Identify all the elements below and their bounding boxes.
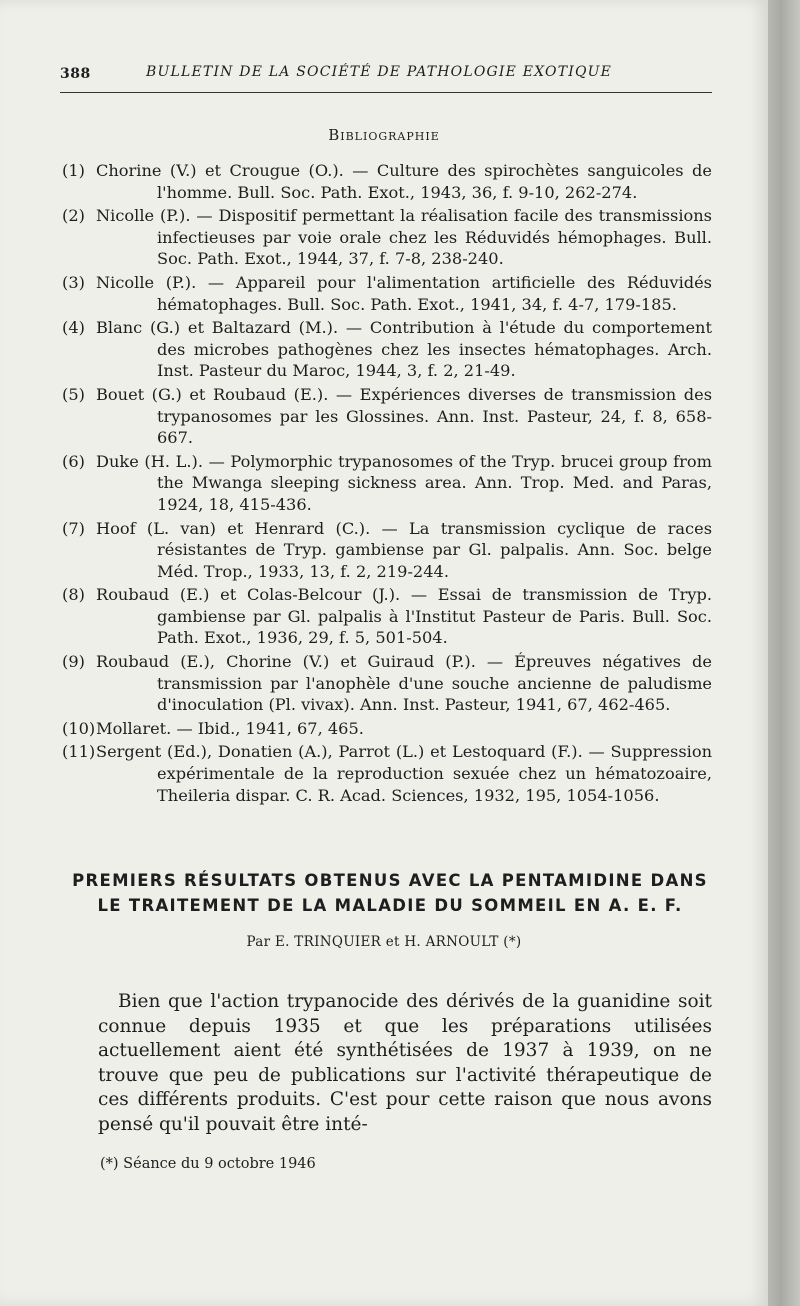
reference-item bbox=[62, 384, 712, 449]
reference-item bbox=[62, 741, 712, 806]
running-head bbox=[60, 62, 710, 88]
reference-number: (4) bbox=[62, 318, 85, 338]
reference-item bbox=[62, 651, 712, 716]
journal-title: BULLETIN DE LA SOCIÉTÉ DE PATHOLOGIE EXOTIQUE bbox=[146, 64, 613, 80]
reference-number: (3) bbox=[62, 272, 85, 292]
reference-item bbox=[62, 718, 712, 740]
reference-text: Duke (H. L.). — Polymorphic trypanosomes of the Tryp. brucei group from the Mwanga sleeping sickness area. Ann. Trop. Med. and Paras, 1924, 18, 415-436. bbox=[96, 451, 712, 514]
reference-number: (9) bbox=[62, 652, 85, 672]
reference-text: Sergent (Ed.), Donatien (A.), Parrot (L.) et Lestoquard (F.). — Suppression expérimentale de la reproduction sexuée chez un hématozoaire, Theileria dispar. C. R. Acad. Sciences, 1932, 195, 1054-1056. bbox=[96, 742, 712, 805]
reference-text: Roubaud (E.) et Colas-Belcour (J.). — Essai de transmission de Tryp. gambiense par Gl. palpalis à l'Institut Pasteur de Paris. Bull. Soc. Path. Exot., 1936, 29, f. 5, 501-504. bbox=[96, 585, 712, 648]
reference-number: (8) bbox=[62, 585, 85, 605]
reference-number: (6) bbox=[62, 451, 85, 471]
reference-text: Hoof (L. van) et Henrard (C.). — La transmission cyclique de races résistantes de Tryp. gambiense par Gl. palpalis. Ann. Soc. belge Méd. Trop., 1933, 13, f. 2, 219-244. bbox=[96, 518, 712, 581]
reference-text: Roubaud (E.), Chorine (V.) et Guiraud (P.). — Épreuves négatives de transmission par l'anophèle d'une souche ancienne de paludisme d'inoculation (Pl. vivax). Ann. Inst. Pasteur, 1941, 67, 462-465. bbox=[96, 652, 712, 715]
reference-item bbox=[62, 451, 712, 516]
reference-list bbox=[62, 160, 712, 808]
reference-item bbox=[62, 205, 712, 270]
reference-text: Chorine (V.) et Crougue (O.). — Culture des spirochètes sanguicoles de l'homme. Bull. Soc. Path. Exot., 1943, 36, f. 9-10, 262-274. bbox=[96, 161, 712, 202]
article-authors: Par E. TRINQUIER et H. ARNOULT (*) bbox=[246, 934, 522, 950]
bibliography-heading: Bibliographie bbox=[328, 126, 440, 144]
reference-item bbox=[62, 272, 712, 315]
reference-item bbox=[62, 317, 712, 382]
article-title: PREMIERS RÉSULTATS OBTENUS AVEC LA PENTAMIDINE DANS LE TRAITEMENT DE LA MALADIE DU SOMMEIL EN A. E. F. bbox=[72, 871, 708, 915]
reference-text: Nicolle (P.). — Dispositif permettant la réalisation facile des transmissions infectieuses par voie orale chez les Réduvidés hémophages. Bull. Soc. Path. Exot., 1944, 37, f. 7-8, 238-240. bbox=[96, 206, 712, 269]
reference-text: Bouet (G.) et Roubaud (E.). — Expériences diverses de transmission des trypanosomes par les Glossines. Ann. Inst. Pasteur, 24, f. 8, 658-667. bbox=[96, 384, 712, 448]
reference-item bbox=[62, 584, 712, 649]
footnote: (*) Séance du 9 octobre 1946 bbox=[100, 1156, 316, 1172]
reference-text: Mollaret. — Ibid., 1941, 67, 465. bbox=[96, 718, 364, 738]
reference-text: Nicolle (P.). — Appareil pour l'alimentation artificielle des Réduvidés hématophages. Bull. Soc. Path. Exot., 1941, 34, f. 4-7, 179-185. bbox=[96, 272, 712, 314]
reference-item bbox=[62, 160, 712, 203]
reference-number: (10) bbox=[62, 718, 96, 738]
page-number: 388 bbox=[60, 66, 91, 82]
reference-number: (7) bbox=[62, 518, 85, 538]
reference-number: (2) bbox=[62, 206, 85, 226]
article-body-paragraph: Bien que l'action trypanocide des dérivés de la guanidine soit connue depuis 1935 et que les préparations utilisées actuellement aient été synthétisées de 1937 à 1939, on ne trouve que peu de publications sur l'activité thérapeutique de ces différents produits. C'est pour cette raison que nous avons pensé qu'il pouvait être inté- bbox=[98, 991, 712, 1135]
reference-number: (1) bbox=[62, 161, 85, 180]
book-page-edge bbox=[768, 0, 800, 1306]
header-rule bbox=[60, 92, 712, 93]
reference-item bbox=[62, 518, 712, 583]
reference-number: (11) bbox=[62, 742, 96, 762]
reference-text: Blanc (G.) et Baltazard (M.). — Contribution à l'étude du comportement des microbes pathogènes chez les insectes hématophages. Arch. Inst. Pasteur du Maroc, 1944, 3, f. 2, 21-49. bbox=[96, 318, 712, 381]
reference-number: (5) bbox=[62, 384, 85, 404]
